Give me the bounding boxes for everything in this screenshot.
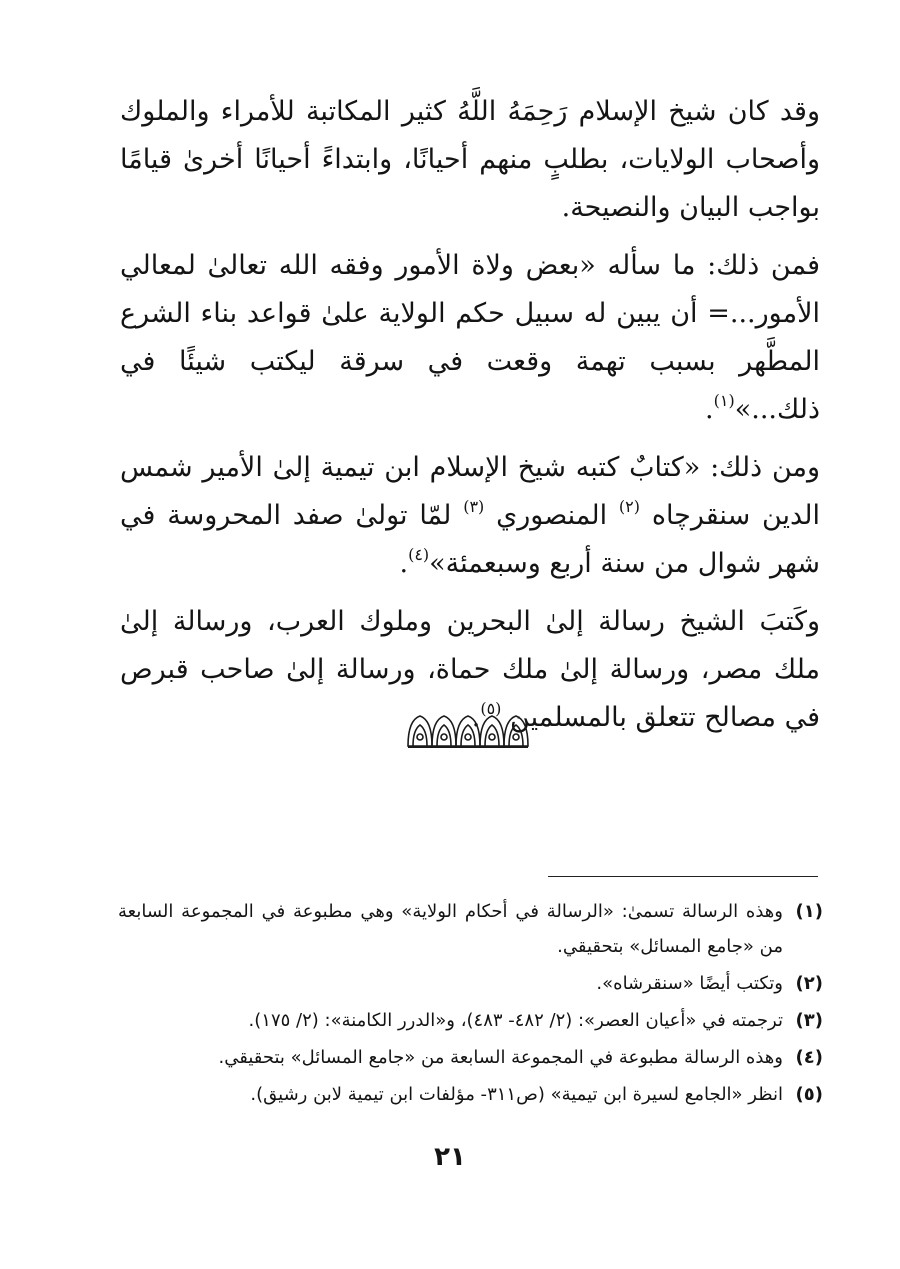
footnote-number: (٥) [795,1084,823,1105]
footnote-ref-3[interactable]: (٣) [463,497,485,516]
footnote-5 [118,1077,823,1112]
footnotes [118,894,823,1114]
footnote-1 [118,894,823,964]
footnote-4 [118,1040,823,1075]
footnote-separator [548,876,818,877]
footnote-number: (٣) [795,1010,823,1031]
footnote-ref-2[interactable]: (٢) [618,497,641,516]
paragraph-3-text-c: لمّا تولىٰ صفد المحروسة في شهر شوال من سنة أربع وسبعمئة» [120,500,820,579]
footnote-text: وتكتب أيضًا «سنقرشاه». [596,973,783,994]
footnote-ref-4[interactable]: (٤) [408,545,430,564]
footnote-ref-5[interactable]: (٥) [480,699,502,718]
period: . [471,702,481,733]
paragraph-3-text: ومن ذلك: «كتابٌ كتبه شيخ الإسلام ابن تيمية إلىٰ الأمير شمس الدين سنقرچاه [120,452,821,531]
footnote-number: (٢) [795,973,823,994]
footnote-text: وهذه الرسالة تسمىٰ: «الرسالة في أحكام الولاية» وهي مطبوعة في المجموعة السابعة من «جامع المسائل» بتحقيقي. [118,901,783,957]
footnote-text: وهذه الرسالة مطبوعة في المجموعة السابعة من «جامع المسائل» بتحقيقي. [218,1047,783,1068]
footnote-text: ترجمته في «أعيان العصر»: (٢/ ٤٨٢- ٤٨٣)، و«الدرر الكامنة»: (٢/ ١٧٥). [248,1010,783,1031]
main-text [120,88,820,752]
footnote-text: انظر «الجامع لسيرة ابن تيمية» (ص٣١١- مؤلفات ابن تيمية لابن رشيق). [250,1084,783,1105]
footnote-number: (١) [795,901,823,922]
floral-ornament-icon [405,712,529,750]
footnote-number: (٤) [795,1047,823,1068]
period: . [705,394,714,425]
paragraph-1 [120,88,820,232]
paragraph-2-text: فمن ذلك: ما سأله «بعض ولاة الأمور وفقه الله تعالىٰ لمعالي الأمور...= أن يبين له سبيل حكم الولاية علىٰ قواعد بناء الشرع المطَّهر بسبب تهمة وقعت في سرقة ليكتب شيئًا في ذلك...» [120,250,820,425]
footnote-2 [118,966,823,1001]
paragraph-4-text: وكَتبَ الشيخ رسالة إلىٰ البحرين وملوك العرب، ورسالة إلىٰ ملك مصر، ورسالة إلىٰ ملك حماة، ورسالة إلىٰ صاحب قبرص في مصالح تتعلق بالمسلمين [120,606,820,733]
paragraph-3 [120,444,820,588]
footnote-3 [118,1003,823,1038]
page-number: ٢١ [434,1142,466,1172]
period: . [399,548,409,579]
paragraph-3-text-b: المنصوري [496,500,608,531]
paragraph-1-text: وقد كان شيخ الإسلام رَحِمَهُ اللَّهُ كثير المكاتبة للأمراء والملوك وأصحاب الولايات، بطلبٍ منهم أحيانًا، وابتداءً أحيانًا أخرىٰ قيامًا بواجب البيان والنصيحة. [120,96,820,223]
paragraph-2 [120,242,820,434]
footnote-ref-1[interactable]: (١) [713,391,735,410]
